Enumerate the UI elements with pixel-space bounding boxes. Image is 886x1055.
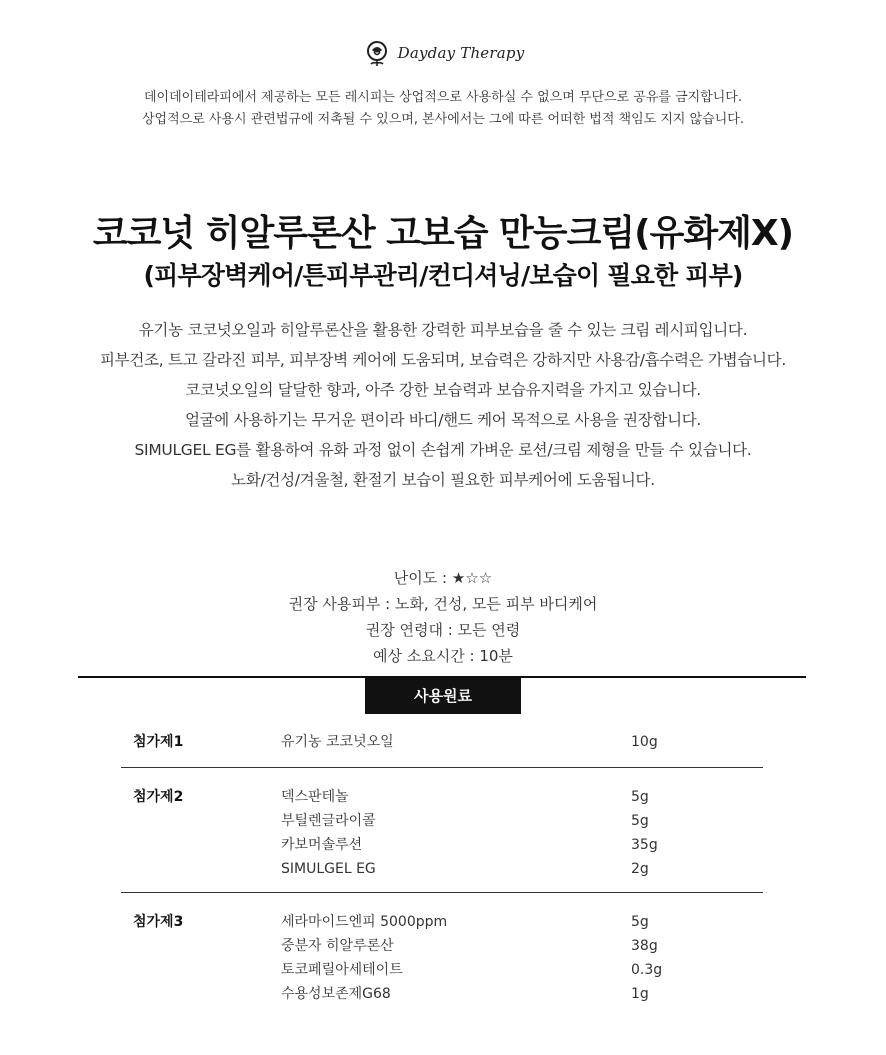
- ingredient-group: [121, 785, 763, 893]
- ingredient-row: [281, 857, 763, 881]
- ingredient-row: [281, 833, 763, 857]
- ingredient-name: 덱스판테놀: [281, 789, 349, 805]
- group-name: 첨가제1: [133, 734, 184, 750]
- description-line: 노화/건성/겨울철, 환절기 보습이 필요한 피부케어에 도움됩니다.: [231, 471, 655, 489]
- ingredient-row: [281, 809, 763, 833]
- ingredient-name: 중분자 히알루론산: [281, 938, 394, 954]
- ingredient-group: [121, 910, 763, 1006]
- recipe-description: [0, 315, 886, 495]
- ingredient-name: 유기농 코코넛오일: [281, 734, 394, 750]
- brand-name: Dayday Therapy: [397, 44, 525, 62]
- group-name: 첨가제3: [133, 914, 184, 930]
- ingredient-groups: [121, 730, 763, 1006]
- ingredient-amount: 1g: [631, 986, 649, 1002]
- ingredient-row: [281, 730, 763, 754]
- ingredient-amount: 5g: [631, 789, 649, 805]
- ingredient-row: [281, 934, 763, 958]
- ingredient-amount: 38g: [631, 938, 658, 954]
- ingredient-name: 카보머솔루션: [281, 837, 363, 853]
- ingredient-row: [281, 982, 763, 1006]
- ingredient-name: 부틸렌글라이콜: [281, 813, 376, 829]
- ingredient-name: 세라마이드엔피 5000ppm: [281, 914, 448, 930]
- notice-line: 상업적으로 사용시 관련법규에 저촉될 수 있으며, 본사에서는 그에 따른 어떠한 법적 책임도 지지 않습니다.: [142, 112, 744, 127]
- recipe-info: [0, 565, 886, 669]
- ingredient-name: SIMULGEL EG: [281, 861, 376, 877]
- recommended-skin: 권장 사용피부 : 노화, 건성, 모든 피부 바디케어: [288, 595, 598, 613]
- ingredients-tab: 사용원료: [365, 676, 521, 714]
- rose-logo-icon: [362, 38, 392, 68]
- ingredient-amount: 2g: [631, 861, 649, 877]
- description-line: 얼굴에 사용하기는 무거운 편이라 바디/핸드 케어 목적으로 사용을 권장합니다.: [184, 411, 702, 429]
- description-line: SIMULGEL EG를 활용하여 유화 과정 없이 손쉽게 가벼운 로션/크림 제형을 만들 수 있습니다.: [134, 441, 752, 459]
- notice-line: 데이데이테라피에서 제공하는 모든 레시피는 상업적으로 사용하실 수 없으며 무단으로 공유를 금지합니다.: [143, 90, 742, 105]
- description-line: 코코넛오일의 달달한 향과, 아주 강한 보습력과 보습유지력을 가지고 있습니다.: [185, 381, 701, 399]
- ingredient-row: [281, 958, 763, 982]
- ingredient-name: 토코페릴아세테이트: [281, 962, 403, 978]
- difficulty: 난이도 : ★☆☆: [393, 569, 493, 587]
- ingredient-amount: 5g: [631, 813, 649, 829]
- recommended-age: 권장 연령대 : 모든 연령: [365, 621, 521, 639]
- estimated-time: 예상 소요시간 : 10분: [373, 647, 513, 665]
- ingredient-list: [281, 785, 763, 892]
- ingredient-list: [281, 910, 763, 1006]
- recipe-title: 코코넛 히알루론산 고보습 만능크림(유화제X): [92, 213, 794, 254]
- ingredient-amount: 35g: [631, 837, 658, 853]
- copyright-notice: [0, 87, 886, 131]
- description-line: 유기농 코코넛오일과 히알루론산을 활용한 강력한 피부보습을 줄 수 있는 크림 레시피입니다.: [138, 321, 748, 339]
- ingredient-amount: 10g: [631, 734, 658, 750]
- ingredient-list: [281, 730, 763, 767]
- ingredient-group: [121, 730, 763, 768]
- ingredient-amount: 5g: [631, 914, 649, 930]
- ingredient-row: [281, 910, 763, 934]
- recipe-subtitle: (피부장벽케어/튼피부관리/컨디셔닝/보습이 필요한 피부): [143, 261, 743, 290]
- ingredient-amount: 0.3g: [631, 962, 663, 978]
- group-name: 첨가제2: [133, 789, 184, 805]
- description-line: 피부건조, 트고 갈라진 피부, 피부장벽 케어에 도움되며, 보습력은 강하지만 사용감/흡수력은 가볍습니다.: [100, 351, 786, 369]
- ingredient-row: [281, 785, 763, 809]
- ingredient-name: 수용성보존제G68: [281, 986, 391, 1002]
- brand-logo: [0, 38, 886, 68]
